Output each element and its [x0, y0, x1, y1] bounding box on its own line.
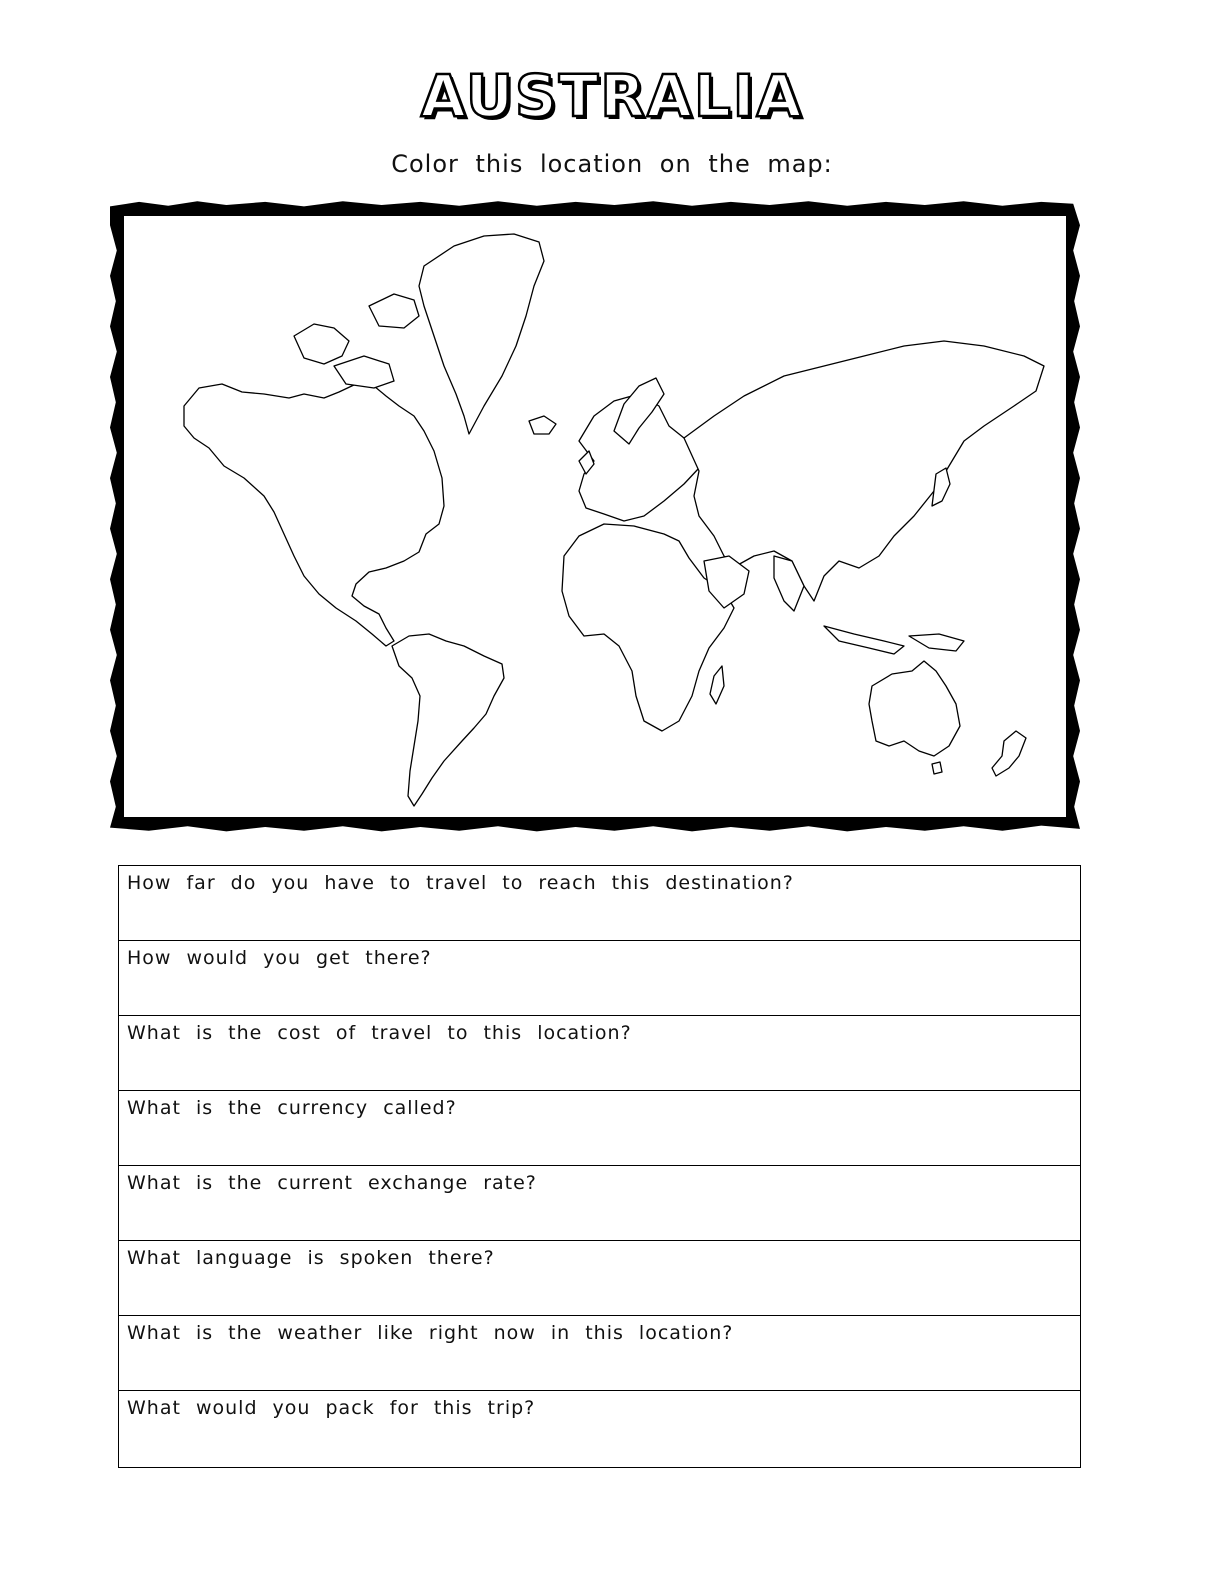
question-label: What would you pack for this trip?: [127, 1397, 536, 1419]
tasmania: [932, 762, 942, 774]
question-label: What is the cost of travel to this location?: [127, 1022, 632, 1044]
continent-australia: [869, 661, 960, 756]
world-map: [124, 216, 1066, 817]
question-label: What is the weather like right now in this location?: [127, 1322, 734, 1344]
question-label: How far do you have to travel to reach this destination?: [127, 872, 794, 894]
question-row[interactable]: [119, 1316, 1080, 1391]
continent-south-america: [392, 634, 504, 806]
worksheet-title: AUSTRALIA: [420, 62, 804, 130]
arctic-islands: [294, 324, 349, 364]
question-label: What is the currency called?: [127, 1097, 457, 1119]
question-row[interactable]: [119, 1391, 1080, 1467]
question-row[interactable]: [119, 1016, 1080, 1091]
question-row[interactable]: [119, 1241, 1080, 1316]
question-label: How would you get there?: [127, 947, 432, 969]
new-zealand: [992, 731, 1026, 776]
continent-greenland: [419, 234, 544, 434]
questions-table: [118, 865, 1081, 1468]
question-row[interactable]: [119, 1091, 1080, 1166]
continent-north-america: [184, 384, 444, 646]
madagascar: [710, 666, 724, 704]
question-label: What is the current exchange rate?: [127, 1172, 537, 1194]
question-row[interactable]: [119, 1166, 1080, 1241]
question-row[interactable]: [119, 941, 1080, 1016]
iceland: [529, 416, 556, 434]
question-label: What language is spoken there?: [127, 1247, 495, 1269]
worksheet-instruction: Color this location on the map:: [391, 150, 833, 178]
question-row[interactable]: [119, 866, 1080, 941]
indonesia: [824, 626, 904, 654]
world-map-outline: [124, 216, 1066, 817]
continent-africa: [562, 524, 734, 731]
